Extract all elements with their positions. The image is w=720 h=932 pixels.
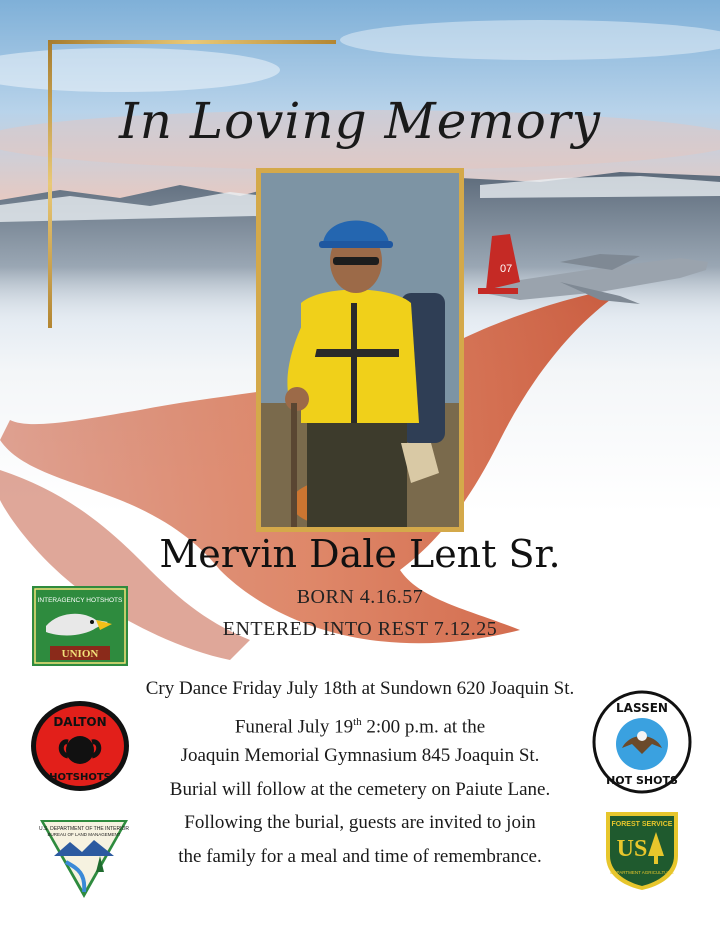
svg-text:UNION: UNION bbox=[61, 648, 99, 660]
funeral-time: 2:00 p.m. at the bbox=[361, 715, 486, 737]
family-line: the family for a meal and time of remembrance. bbox=[178, 845, 542, 867]
svg-text:US: US bbox=[616, 836, 648, 862]
death-date: ENTERED INTO REST 7.12.25 bbox=[222, 618, 498, 640]
gym-line: Joaquin Memorial Gymnasium 845 Joaquin St. bbox=[180, 745, 540, 766]
lassen-hotshots-logo bbox=[592, 690, 692, 794]
firefighter-portrait bbox=[261, 173, 459, 527]
page-title: In Loving Memory bbox=[119, 92, 601, 150]
burial-line: Burial will follow at the cemetery on Paiute Lane. bbox=[169, 778, 551, 800]
svg-text:INTERAGENCY HOTSHOTS: INTERAGENCY HOTSHOTS bbox=[37, 597, 123, 604]
usfs-logo bbox=[602, 808, 682, 892]
svg-text:HOTSHOTS: HOTSHOTS bbox=[49, 772, 111, 783]
svg-text:07: 07 bbox=[500, 263, 513, 275]
funeral-text: Funeral July 19 bbox=[234, 715, 354, 737]
svg-text:BUREAU OF LAND MANAGEMENT: BUREAU OF LAND MANAGEMENT bbox=[47, 832, 121, 837]
funeral-ordinal: th bbox=[353, 715, 362, 728]
following-line: Following the burial, guests are invited to join bbox=[184, 812, 536, 833]
gold-frame-top bbox=[48, 40, 336, 44]
service-details bbox=[140, 672, 580, 873]
svg-text:HOT SHOTS: HOT SHOTS bbox=[606, 774, 678, 787]
dalton-hotshots-logo bbox=[30, 700, 130, 792]
blm-logo bbox=[36, 816, 132, 900]
gold-frame-left bbox=[48, 40, 52, 328]
funeral-line bbox=[140, 706, 580, 740]
svg-text:DEPARTMENT AGRICULTURE: DEPARTMENT AGRICULTURE bbox=[610, 870, 674, 875]
svg-text:DALTON: DALTON bbox=[53, 715, 107, 729]
svg-text:U.S. DEPARTMENT OF THE INTERIO: U.S. DEPARTMENT OF THE INTERIOR bbox=[39, 826, 129, 832]
deceased-name: Mervin Dale Lent Sr. bbox=[159, 532, 561, 576]
svg-text:FOREST SERVICE: FOREST SERVICE bbox=[611, 821, 673, 828]
svg-text:LASSEN: LASSEN bbox=[616, 701, 668, 715]
cry-dance-line: Cry Dance Friday July 18th at Sundown 620 Joaquin St. bbox=[145, 678, 575, 699]
union-hotshots-logo bbox=[32, 586, 128, 666]
birth-date: BORN 4.16.57 bbox=[296, 586, 424, 608]
portrait-photo bbox=[256, 168, 464, 532]
